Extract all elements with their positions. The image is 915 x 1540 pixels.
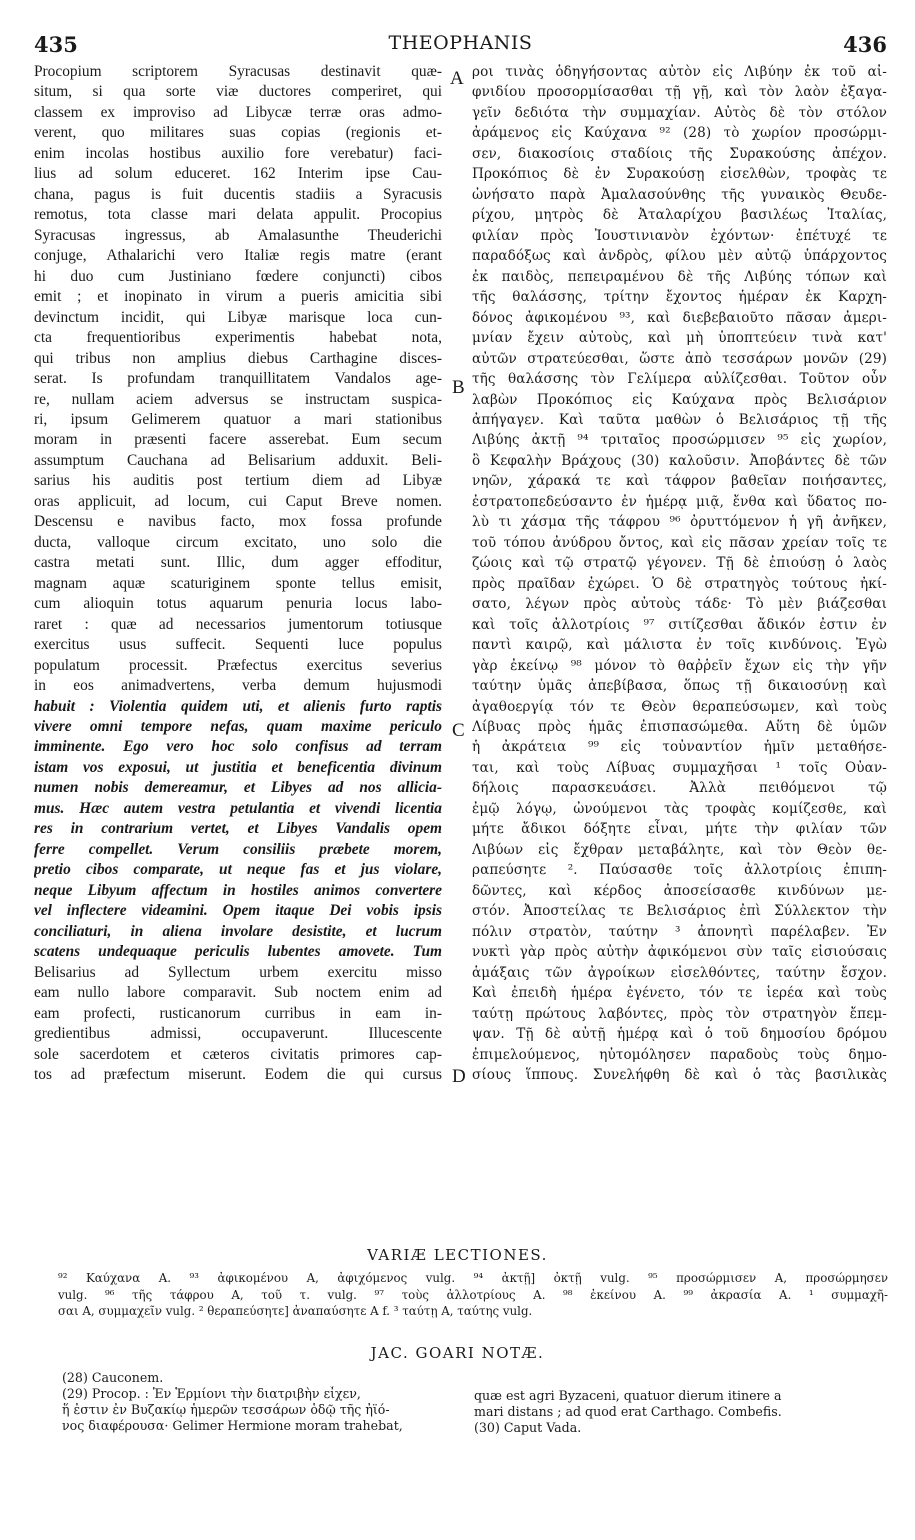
page-header xyxy=(34,32,887,60)
section-marker-d: D xyxy=(452,1066,466,1087)
note-line: ἥ ἐστιν ἐν Βυζακίῳ ἡμερῶν τεσσάρων ὁδῷ τῆς ἠϊό- xyxy=(62,1402,390,1417)
note-line: (29) Procop. : Ἐν Ἑρμίονι τὴν διατριβὴν εἶχεν, xyxy=(62,1386,361,1401)
greek-text-line: δῶντες, καὶ κέρδος ἀποσείσασθε κινδύνων με- xyxy=(472,882,887,899)
latin-text-line: Procopium scriptorem Syracusas destinavit quæ- xyxy=(34,63,442,80)
latin-text-line: re, nullam aciem adversus se instructam suspica- xyxy=(34,390,442,408)
greek-text-line: σεν, διακοσίοις σταδίοις τῆς Συρακούσης ἀπέχον. xyxy=(472,145,887,162)
variant-reading-line: ⁹² Καύχανα A. ⁹³ ἀφικομένου A, ἀφιχόμενος vulg. ⁹⁴ ἀκτῇ] ὀκτῇ vulg. ⁹⁵ προσώρμισεν A, προσώρμησεν xyxy=(58,1271,888,1285)
greek-text-line: δόνος ἀφικομένου ⁹³, καὶ διεβεβαιοῦτο πᾶσαν ἀμερι- xyxy=(472,309,887,326)
latin-text-line: emit ; et inopinato in virum a pueris amicitia sibi xyxy=(34,288,442,306)
latin-text-line: eam nullo labore comparavit. Sub noctem enim ad xyxy=(34,984,442,1002)
greek-text-line: πόλιν στρατὸν, ταύτην ³ ἀπονητὶ παρέλαβεν. Ἐν xyxy=(472,923,887,940)
greek-text-line: φνιδίου προσορμίσασθαι τῇ γῇ, καὶ τὸν λαὸν ἐξαγα- xyxy=(472,84,887,101)
latin-text-line: sarius his auditis post tertium diem ad Libyæ xyxy=(34,472,442,490)
latin-text-line: gredientibus admissi, occupaverunt. Illucescente xyxy=(34,1025,442,1043)
latin-text-line: chana, pagus is fuit ducentis stadiis a Syracusis xyxy=(34,185,442,203)
latin-text-line: verent, quo militares suas copias (regionis et- xyxy=(34,124,442,142)
latin-text-line: pretio cibos comparate, ut neque fas et jus violare, xyxy=(34,861,442,879)
greek-text-line: σατο, λέγων πρὸς αὐτοὺς τάδε· Τὸ μὲν βιάζεσθαι xyxy=(472,596,887,613)
greek-text-line: Καὶ ἐπειδὴ ἡμέρα ἐγένετο, τόν τε ἱερέα καὶ τοὺς xyxy=(472,985,887,1002)
greek-text-line: λὺ τι χάσμα τῆς τάφρου ⁹⁶ ὀρυττόμενον ἡ γῆ ἀνῆκεν, xyxy=(472,514,887,531)
variant-reading-line: vulg. ⁹⁶ τῆς τάφρου A, τοῦ τ. vulg. ⁹⁷ τοὺς ἀλλοτρίους A. ⁹⁸ ἐκείνου A. ⁹⁹ ἀκρασία A. ¹ συμμαχῆ- xyxy=(58,1287,888,1302)
notes-right-column xyxy=(474,1388,884,1436)
notes-title: JAC. GOARI NOTÆ. xyxy=(370,1344,545,1362)
latin-text-line: raret : quæ ad necessarios jumentorum totiusque xyxy=(34,615,442,633)
note-line: (30) Caput Vada. xyxy=(474,1420,582,1435)
latin-text-line: neque Libyum affectum in hostiles animos convertere xyxy=(34,881,442,899)
latin-text-line: vivere omni tempore nefas, quam maxime periculo xyxy=(34,718,442,735)
section-marker-c: C xyxy=(452,720,465,741)
note-line: νος διαφέρουσα· Gelimer Hermione moram trahebat, xyxy=(62,1418,403,1433)
greek-text-line: ἁμάξαις τῶν ἀγροίκων εἰσελθόντες, ταύτην ἔσχον. xyxy=(472,964,887,981)
greek-text-line: γὰρ ἐκείνῳ ⁹⁸ μόνον τὸ θαῤῥεῖν ἔχων εἰς τὴν γῆν xyxy=(472,657,887,674)
greek-text-line: ὃ Κεφαλὴν Βράχους (30) καλοῦσιν. Ἀποβάντες δὲ τῶν xyxy=(472,452,887,469)
latin-text-line: tos ad præfectum miserunt. Eodem die qui cursus xyxy=(34,1065,442,1083)
greek-text-line: δήλοις παρασκευάσει. Ἀλλὰ πειθόμενοι τῷ xyxy=(472,780,887,797)
greek-text-line: ψαν. Τῇ δὲ αὐτῇ ἡμέρᾳ καὶ ὁ τοῦ δημοσίου δρόμου xyxy=(472,1026,887,1043)
greek-text-line: μνίαν ἔχειν αὐτοὺς, καὶ μὴ ὑποπτεύειν τινὰ κατ' xyxy=(472,330,887,347)
latin-text-line: lius ad solum educeret. 162 Interim ipse Cau- xyxy=(34,165,442,183)
latin-text-line: conjuge, Athalarichi vero Italiæ regis matre (erant xyxy=(34,247,442,265)
latin-text-line: scatens undequaque periculis lubentes amovete. Tum xyxy=(34,943,442,961)
greek-text-line: ραπεύσητε ². Παύσασθε τοῖς ἀλλοτρίοις ἐπιπη- xyxy=(472,862,887,879)
latin-text-line: imminente. Ego vero hoc solo confisus ad terram xyxy=(34,738,442,756)
latin-text-line: Belisarius ad Syllectum urbem exercitu misso xyxy=(34,963,442,981)
greek-text-line: πρὸς πραῖδαν ἐχώρει. Ὁ δὲ στρατηγὸς τούτους ἠκί- xyxy=(472,575,887,592)
latin-text-line: istam vos exposui, ut justitia et beneficentia divinum xyxy=(34,758,442,776)
greek-text-line: μήτε ἄδικοι δόξητε εἶναι, μήτε τὴν φιλίαν τῶν xyxy=(472,821,887,838)
greek-text-line: παντὶ καιρῷ, καὶ μάλιστα ἐν τοῖς κινδύνοις. Ἐγὼ xyxy=(472,637,887,654)
latin-text-line: vel inflectere videamini. Opem itaque Dei vobis ipsis xyxy=(34,902,442,920)
greek-text-line: στόν. Ἀποστείλας τε Βελισάριος ἐπὶ Σύλλεκτον τὴν xyxy=(472,903,887,920)
latin-text-line: ferre compellet. Verum consiliis præbete morem, xyxy=(34,840,442,858)
greek-text-line: ἡ ἀκράτεια ⁹⁹ εἰς τοὐναντίον ἡμῖν μεταθήσε- xyxy=(472,739,887,756)
greek-text-line: ρίχου, μητρὸς δὲ Ἀταλαρίχου βασιλέως Ἰταλίας, xyxy=(472,207,887,224)
greek-text-line: Λίβυας πρὸς ἡμᾶς ἐπισπασώμεθα. Αὕτη δὲ ὑμῶν xyxy=(472,719,887,735)
variant-reading-line: σαι A, συμμαχεῖν vulg. ² θεραπεύσητε] ἀναπαύσητε A f. ³ ταύτῃ A, ταύτης vulg. xyxy=(58,1304,533,1318)
greek-text-line: αὐτῶν στρατεύεσθαι, ὥστε ἀπὸ τεσσάρων μονῶν (29) xyxy=(472,350,887,367)
latin-text-line: habuit : Violentia quidem uti, et alienis furto raptis xyxy=(34,697,442,715)
latin-text-line: ri, ipsum Gelimerem quatuor a mari stationibus xyxy=(34,410,442,428)
latin-text-line: qui tribus non amplius diebus Carthagine disces- xyxy=(34,349,442,367)
latin-text-line: res in contrarium vertet, et Libyes Vandalis opem xyxy=(34,820,442,838)
greek-text-line: σίους ἵππους. Συνελήφθη δὲ καὶ ὁ τὰς βασιλικὰς xyxy=(472,1066,887,1083)
latin-text-line: magnam aquæ scaturiginem sponte tellus emisit, xyxy=(34,574,442,592)
greek-text-line: γεῖν δεδιότα τὴν συμμαχίαν. Αὐτὸς δὲ τὸν στόλον xyxy=(472,104,887,121)
latin-text-line: cum alioquin totus aquarum penuria locus labo- xyxy=(34,595,442,613)
latin-text-line: populatum processit. Præfectus exercitus severius xyxy=(34,656,442,674)
latin-text-line: sole sacerdotem et cæteros civitatis primores cap- xyxy=(34,1045,442,1063)
latin-text-line: eam profecti, rusticanorum curribus in eam in- xyxy=(34,1004,442,1022)
greek-text-line: ται, καὶ τοὺς Λίβυας συμμαχῆσαι ¹ τοῖς Οὐαν- xyxy=(472,759,887,776)
greek-text-line: ζώοις καὶ τῷ στρατῷ γέγονεν. Τῇ δὲ ἐπιούσῃ ὁ λαὸς xyxy=(472,555,887,572)
section-marker-a: A xyxy=(450,68,464,89)
greek-text-line: λαβὼν Προκόπιος εἰς Καύχανα πρὸς Βελισάριον xyxy=(472,391,887,408)
greek-text-line: ταύτῃ πρώτους λαβόντες, πρὸς τὸν στρατηγὸν ἔπεμ- xyxy=(472,1005,887,1022)
latin-text-line: conciliaturi, in aliena involare desistite, et lucrum xyxy=(34,922,442,940)
greek-text-line: ροι τινὰς ὁδηγήσοντας αὐτὸν εἰς Λιβύην ἐκ τοῦ αἰ- xyxy=(472,64,887,80)
greek-text-line: ἐκ παιδὸς, πεπειραμένου δὲ τῆς Λιβύης τόπων καὶ xyxy=(472,268,887,285)
latin-text-line: exercitus usus suffecit. Sequenti luce populus xyxy=(34,636,442,654)
variae-lectiones xyxy=(58,1270,888,1320)
latin-text-line: remotus, tota classe mari delata appulit. Procopius xyxy=(34,206,442,224)
greek-text-line: ὠνήσατο παρὰ Ἀμαλασούνθης τῆς γυναικὸς Θευδε- xyxy=(472,186,887,203)
greek-text-line: νηῶν, χάρακά τε καὶ τάφρον βαθεῖαν ποιήσαντες, xyxy=(472,473,887,490)
greek-text-line: φιλίαν πρὸς Ἰουστινιανὸν ἐχόντων· ἐπέτυχέ τε xyxy=(472,227,887,244)
greek-text-line: ἀγαθοεργίᾳ τόν τε Θεὸν θεραπεύσωμεν, καὶ τοὺς xyxy=(472,698,887,715)
greek-text-line: ἀράμενος εἰς Καύχανα ⁹² (28) τὸ χωρίον προσώρμι- xyxy=(472,125,887,142)
latin-text-line: Descensu e navibus facto, mox fossa profunde xyxy=(34,513,442,531)
latin-text-line: Syracusas ingressus, ab Amalasunthe Theuderichi xyxy=(34,226,442,244)
latin-text-line: serat. Is profundam tranquillitatem Vandalos age- xyxy=(34,370,442,388)
variae-lectiones-title: VARIÆ LECTIONES. xyxy=(367,1246,548,1264)
page-number-left: 435 xyxy=(34,32,78,57)
latin-text-line: oras applicuit, ad locum, cui Caput Breve nomen. xyxy=(34,492,442,510)
greek-column xyxy=(472,62,887,1085)
note-line: quæ est agri Byzaceni, quatuor dierum itinere a xyxy=(474,1388,782,1403)
latin-text-line: classem ex improviso ad Libycæ terræ oras admo- xyxy=(34,103,442,121)
latin-text-line: situm, si qua sorte viæ ductores comperiret, qui xyxy=(34,83,442,101)
greek-text-line: τοῦ τόπου ἀνύδρου ὄντος, καὶ εἰς πᾶσαν χρείαν τοῖς τε xyxy=(472,534,887,551)
page-number-right: 436 xyxy=(843,32,887,57)
note-line: mari distans ; ad quod erat Carthago. Combefis. xyxy=(474,1404,782,1419)
greek-text-line: ταύτην ὑμᾶς ἀπεβίβασα, ὅπως τῇ δικαιοσύνῃ καὶ xyxy=(472,678,887,695)
latin-text-line: mus. Hæc autem vestra petulantia et vivendi licentia xyxy=(34,799,442,817)
running-title: THEOPHANIS xyxy=(388,32,533,54)
greek-text-line: Λιβύων εἰς ἔχθραν μεταβάλητε, καὶ τὸν Θεὸν θε- xyxy=(472,841,887,858)
greek-text-line: ἐστρατοπεδεύσαντο ἐν ἡμέρᾳ μιᾷ, ἔνθα καὶ ὕδατος πο- xyxy=(472,493,887,510)
note-line: (28) Cauconem. xyxy=(62,1370,164,1385)
latin-text-line: enim incolas hostibus auxilio fore verebatur) faci- xyxy=(34,144,442,162)
latin-text-line: devinctum incidit, qui Libyæ marisque loca cun- xyxy=(34,308,442,326)
greek-text-line: ἀπήγαγεν. Καὶ ταῦτα μαθὼν ὁ Βελισάριος τῇ τῆς xyxy=(472,411,887,428)
latin-text-line: in eos animadvertens, verba demum hujusmodi xyxy=(34,677,442,695)
greek-text-line: Προκόπιος δὲ ἐν Συρακούσῃ εἰσελθὼν, τροφὰς τε xyxy=(472,166,887,183)
latin-text-line: hi duo cum Justiniano fœdere conjuncti) cibos xyxy=(34,267,442,285)
latin-text-line: castra metati sunt. Illic, dum agger effoditur, xyxy=(34,554,442,572)
greek-text-line: καὶ τοῖς ἀλλοτρίοις ⁹⁷ σιτίζεσθαι ἄδικόν ἐστιν ἐν xyxy=(472,616,887,633)
greek-text-line: ἐμῷ λόγῳ, ὠνούμενοι τὰς τροφὰς κομίζεσθε, καὶ xyxy=(472,800,887,817)
section-marker-b: B xyxy=(452,377,465,398)
latin-text-line: assumptum Cauchana ad Belisarium adduxit. Beli- xyxy=(34,451,442,469)
notes-left-column xyxy=(62,1370,452,1434)
greek-text-line: ἐπιμελούμενος, ηὐτομόλησεν παραδοὺς τοὺς δημο- xyxy=(472,1046,887,1063)
latin-column xyxy=(34,62,442,1085)
latin-text-line: ducta, valloque circum excitato, uno solo die xyxy=(34,533,442,551)
greek-text-line: τῆς θαλάσσης τὸν Γελίμερα αὐλίζεσθαι. Τοῦτον οὖν xyxy=(472,371,887,388)
greek-text-line: νυκτὶ γὰρ πρὸς αὐτὴν ἀφικόμενοι σὺν ταῖς εἰσιούσαις xyxy=(472,944,887,961)
latin-text-line: cta frequentioribus experimentis habebat nota, xyxy=(34,329,442,347)
greek-text-line: Λιβύης ἀκτῇ ⁹⁴ τριταῖος προσώρμισεν ⁹⁵ εἰς χωρίον, xyxy=(472,432,887,449)
greek-text-line: παραδόξως καὶ ἀνδρὸς, φίλου μὲν αὐτῷ ὑπάρχοντος xyxy=(472,248,887,265)
latin-text-line: moram in præsenti facere asserebat. Eum secum xyxy=(34,431,442,449)
greek-text-line: τῆς θαλάσσης, τρίτην ἔχοντος ἡμέραν ἐκ Καρχη- xyxy=(472,289,887,306)
latin-text-line: numen nobis demereamur, et Libyes ad nos allicia- xyxy=(34,779,442,797)
